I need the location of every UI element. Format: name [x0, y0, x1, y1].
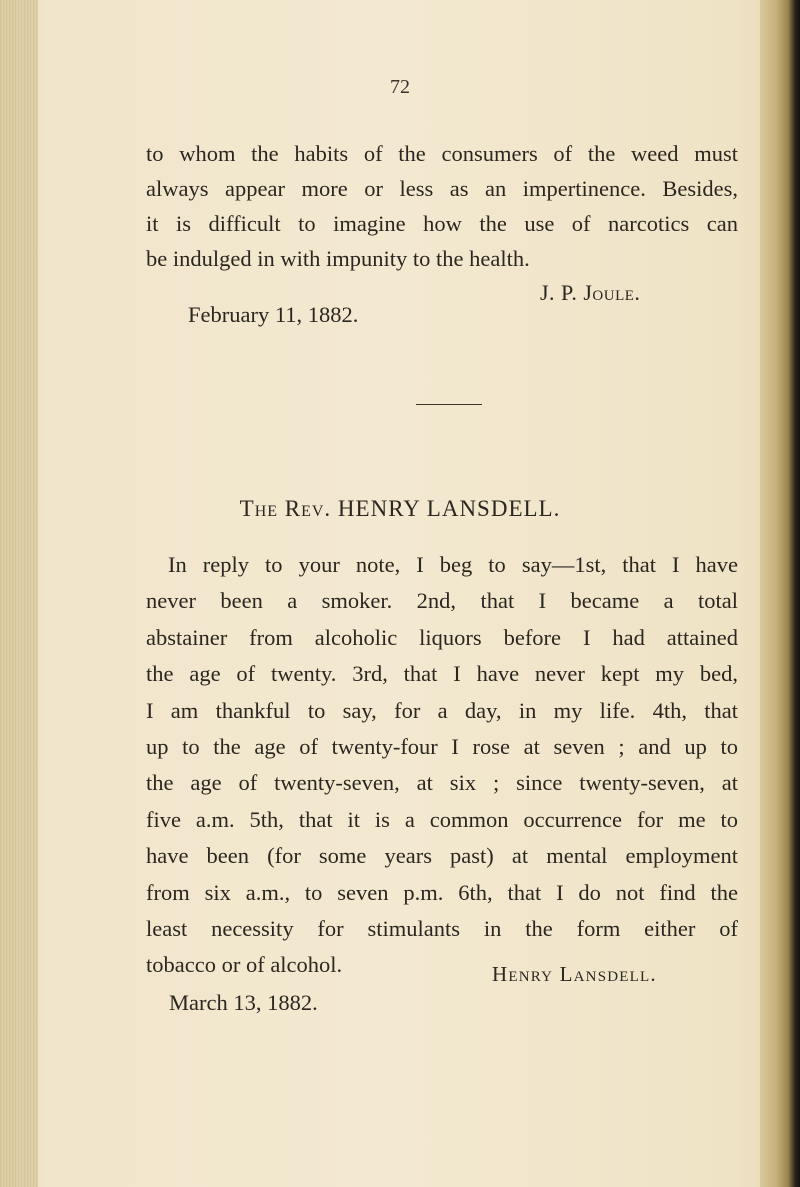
text-line: be indulged in with impunity to the health. — [146, 246, 530, 271]
text-line: from six a.m., to seven p.m. 6th, that I do not find the — [146, 879, 738, 905]
text-line: up to the age of twenty-four I rose at seven ; and up to — [146, 734, 738, 760]
page-edges-left — [0, 0, 38, 1187]
text-line: five a.m. 5th, that it is a common occurrence for me to — [146, 806, 738, 832]
book-spine-edge — [760, 0, 800, 1187]
text-line: to whom the habits of the consumers of the weed must — [146, 141, 738, 166]
text-line: least necessity for stimulants in the form either of — [146, 916, 738, 942]
text-line: it is difficult to imagine how the use of narcotics can — [146, 211, 738, 236]
text-line: abstainer from alcoholic liquors before I had attained — [146, 624, 738, 650]
signature-lansdell: Henry Lansdell. — [492, 962, 657, 986]
text-line: never been a smoker. 2nd, that I became a total — [146, 588, 738, 614]
page-number: 72 — [390, 76, 410, 98]
signature-joule: J. P. Joule. — [540, 280, 641, 305]
letter-joule-body — [146, 136, 738, 276]
date-lansdell: March 13, 1882. — [169, 990, 318, 1015]
text-line: have been (for some years past) at mental employment — [146, 843, 738, 869]
text-line: always appear more or less as an impertinence. Besides, — [146, 176, 738, 201]
letter-lansdell-body — [146, 547, 738, 984]
text-line: the age of twenty. 3rd, that I have never kept my bed, — [146, 661, 738, 687]
section-separator — [416, 404, 482, 405]
text-line: In reply to your note, I beg to say—1st, that I have — [168, 552, 738, 577]
text-line: the age of twenty-seven, at six ; since twenty-seven, at — [146, 770, 738, 796]
section-heading: The Rev. HENRY LANSDELL. — [239, 496, 561, 521]
date-joule: February 11, 1882. — [188, 302, 359, 327]
text-line: I am thankful to say, for a day, in my life. 4th, that — [146, 697, 738, 723]
text-line: tobacco or of alcohol. — [146, 952, 343, 978]
